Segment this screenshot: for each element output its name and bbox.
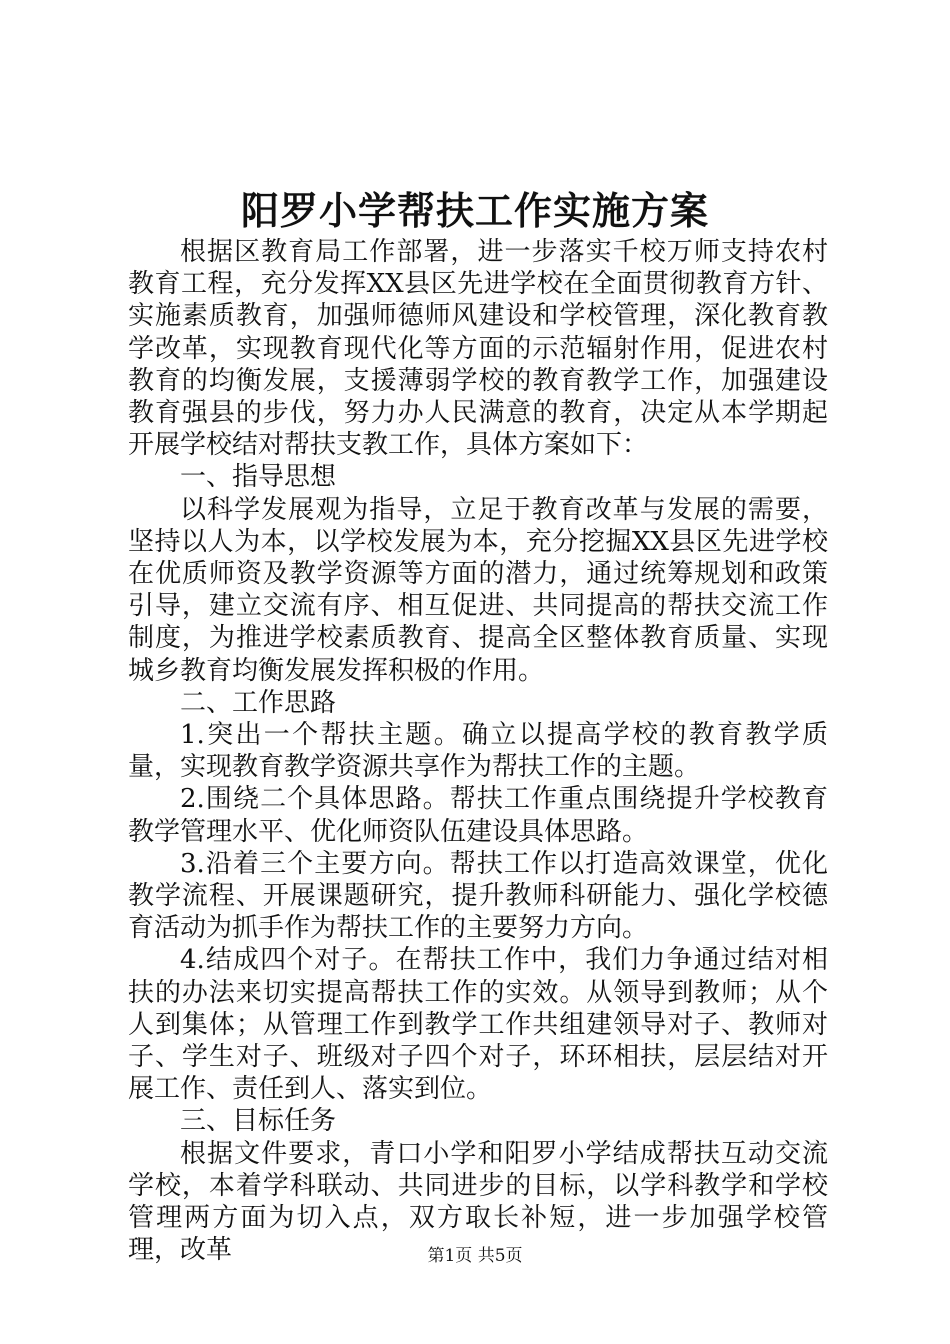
list-item-1: 1.突出一个帮扶主题。确立以提高学校的教育教学质量，实现教育教学资源共享作为帮扶工作的主题。 <box>128 720 828 783</box>
document-body <box>128 236 828 1267</box>
list-item-3: 3.沿着三个主要方向。帮扶工作以打造高效课堂，优化教学流程、开展课题研究，提升教师科研能力、强化学校德育活动为抓手作为帮扶工作的主要努力方向。 <box>128 848 828 944</box>
section-heading-goals: 三、目标任务 <box>180 1106 337 1137</box>
list-item-4: 4.结成四个对子。在帮扶工作中，我们力争通过结对相扶的办法来切实提高帮扶工作的实效。从领导到教师；从个人到集体；从管理工作到教学工作共组建领导对子、教师对子、学生对子、班级对子四个对子，环环相扶，层层结对开展工作、责任到人、落实到位。 <box>128 945 828 1105</box>
paragraph-intro: 根据区教育局工作部署，进一步落实千校万师支持农村教育工程，充分发挥XX县区先进学校在全面贯彻教育方针、实施素质教育，加强师德师风建设和学校管理，深化教育教学改革，实现教育现代化等方面的示范辐射作用，促进农村教育的均衡发展，支援薄弱学校的教育教学工作，加强建设教育强县的步伐，努力办人民满意的教育，决定从本学期起开展学校结对帮扶支教工作，具体方案如下： <box>128 237 828 461</box>
paragraph-guiding-ideology: 以科学发展观为指导，立足于教育改革与发展的需要，坚持以人为本，以学校发展为本，充分挖掘XX县区先进学校在优质师资及教学资源等方面的潜力，通过统筹规划和政策引导，建立交流有序、相互促进、共同提高的帮扶交流工作制度，为推进学校素质教育、提高全区整体教育质量、实现城乡教育均衡发展发挥积极的作用。 <box>128 494 828 686</box>
page-number-footer: 第1页 共5页 <box>427 1246 523 1266</box>
document-title: 阳罗小学帮扶工作实施方案 <box>240 188 709 233</box>
section-heading-work-approach: 二、工作思路 <box>180 687 337 718</box>
list-item-2: 2.围绕二个具体思路。帮扶工作重点围绕提升学校教育教学管理水平、优化师资队伍建设具体思路。 <box>128 784 828 847</box>
section-heading-guiding-ideology: 一、指导思想 <box>180 462 337 493</box>
paragraph-goals: 根据文件要求，青口小学和阳罗小学结成帮扶互动交流学校，本着学科联动、共同进步的目标，以学科教学和学校管理两方面为切入点，双方取长补短，进一步加强学校管理，改革 <box>128 1138 828 1266</box>
